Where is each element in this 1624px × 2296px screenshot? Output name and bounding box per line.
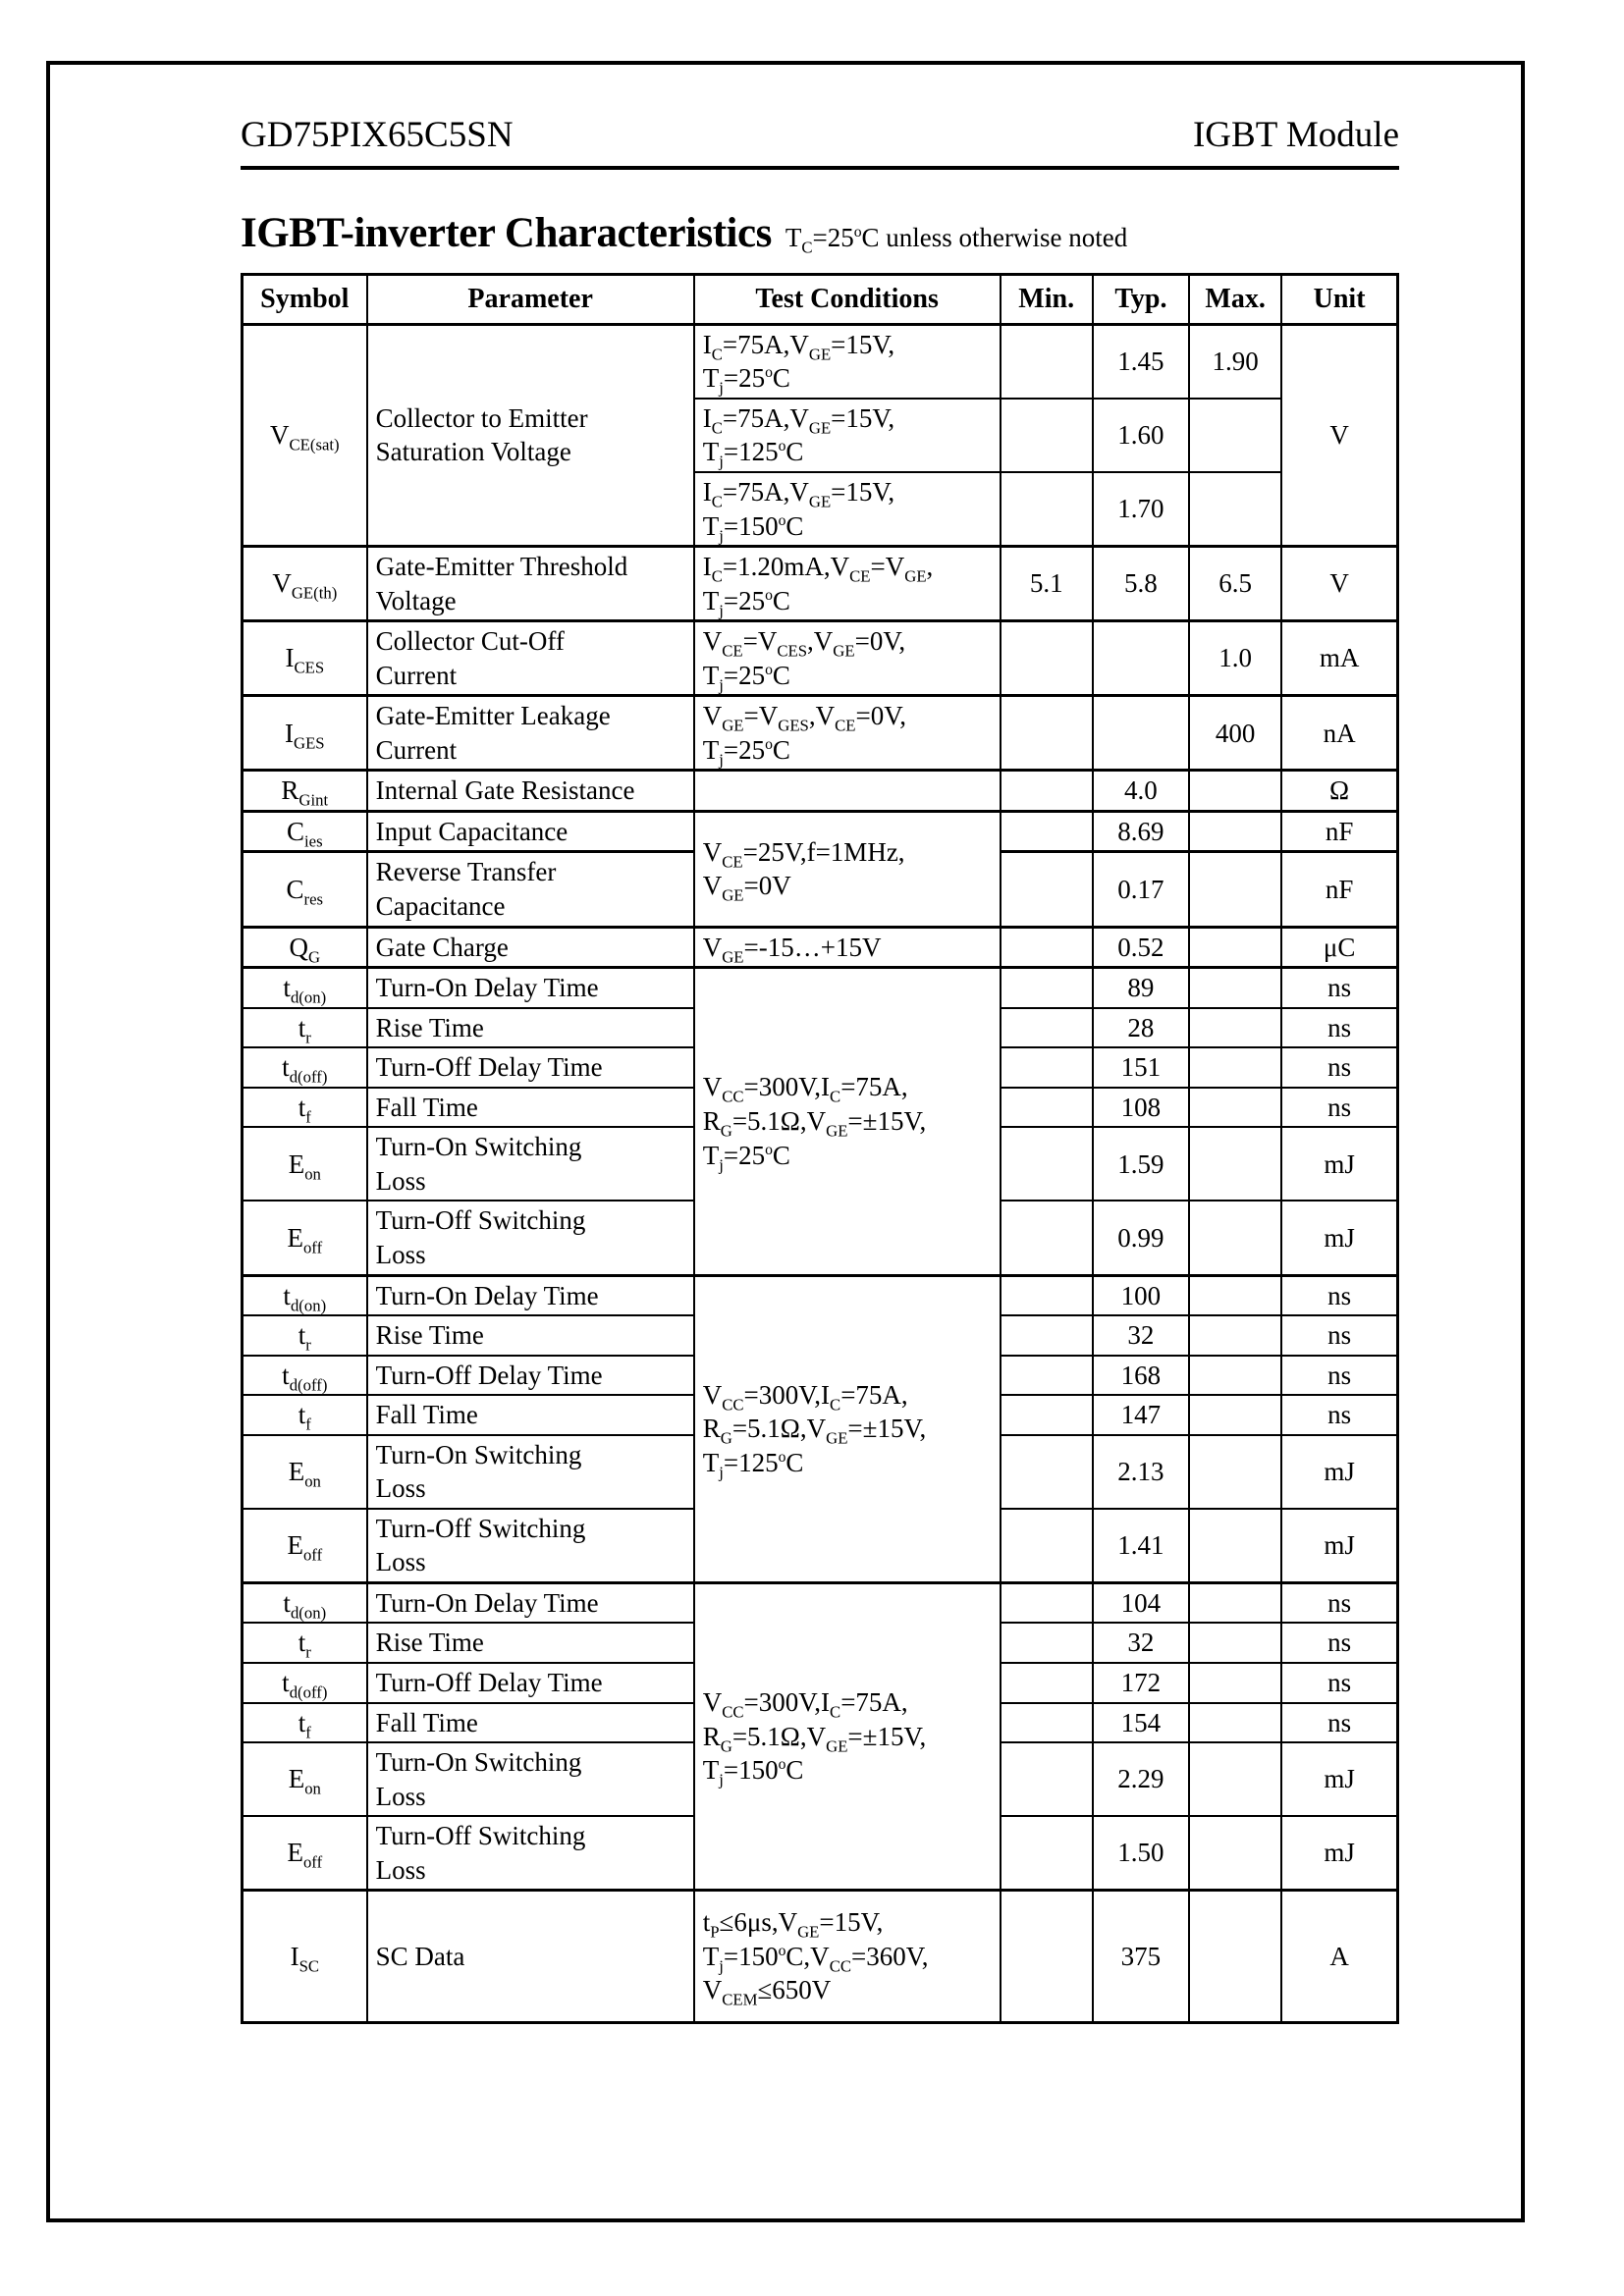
table-cell: [1001, 1047, 1093, 1088]
table-cell: 108: [1093, 1088, 1189, 1128]
table-cell: $I_{CES}$: [243, 621, 367, 696]
table-cell: [1001, 1703, 1093, 1743]
table-cell: [1189, 811, 1281, 852]
table-cell: $t_P\le 6\mu s,V_{GE}=15V$, $T_j=150^oC,V_{CC}=360V$, $V_{CEM}\le 650V$: [694, 1891, 1001, 2023]
table-cell: 1.90: [1189, 324, 1281, 399]
table-cell: [1001, 1509, 1093, 1583]
table-cell: ns: [1281, 1008, 1397, 1048]
table-cell: Rise Time: [367, 1315, 694, 1356]
header-part-number: GD75PIX65C5SN: [241, 115, 514, 155]
table-cell: [1001, 1275, 1093, 1315]
table-cell: Turn-Off Delay Time: [367, 1356, 694, 1396]
table-cell: $E_{off}$: [243, 1816, 367, 1891]
table-cell: $C_{res}$: [243, 852, 367, 927]
table-row: [243, 968, 1398, 1008]
table-cell: 28: [1093, 1008, 1189, 1048]
table-cell: [1189, 1891, 1281, 2023]
table-cell: 2.13: [1093, 1435, 1189, 1509]
table-cell: 6.5: [1189, 547, 1281, 621]
table-cell: [1189, 1816, 1281, 1891]
document-header: [241, 114, 1399, 170]
table-cell: [1001, 1395, 1093, 1435]
table-cell: Turn-Off Switching Loss: [367, 1509, 694, 1583]
table-cell: ns: [1281, 1047, 1397, 1088]
characteristics-table: [241, 273, 1399, 2024]
table-cell: 32: [1093, 1315, 1189, 1356]
table-cell: mJ: [1281, 1816, 1397, 1891]
table-cell: mA: [1281, 621, 1397, 696]
table-cell: ns: [1281, 1088, 1397, 1128]
table-cell: [1189, 1703, 1281, 1743]
table-cell: $t_r$: [243, 1008, 367, 1048]
table-cell: ns: [1281, 1315, 1397, 1356]
table-cell: mJ: [1281, 1742, 1397, 1816]
table-body: [243, 324, 1398, 2022]
table-cell: ns: [1281, 1275, 1397, 1315]
table-cell: $t_r$: [243, 1315, 367, 1356]
table-cell: [1001, 1088, 1093, 1128]
table-cell: $I_C=1.20mA,V_{CE}=V_{GE}$, $T_j=25^oC$: [694, 547, 1001, 621]
table-cell: [1189, 1047, 1281, 1088]
table-cell: [1189, 472, 1281, 547]
table-cell: [1189, 852, 1281, 927]
table-cell: Turn-Off Switching Loss: [367, 1816, 694, 1891]
table-cell: 5.1: [1001, 547, 1093, 621]
table-cell: ns: [1281, 968, 1397, 1008]
table-cell: 89: [1093, 968, 1189, 1008]
table-cell: [1001, 1315, 1093, 1356]
table-cell: $V_{CE}=V_{CES},V_{GE}=0V$, $T_j=25^oC$: [694, 621, 1001, 696]
table-cell: $V_{CE(sat)}$: [243, 324, 367, 546]
table-cell: $V_{CC}=300V,I_C=75A$, $R_G=5.1\Omega,V_{GE}=\pm 15V$, $T_j=125^oC$: [694, 1275, 1001, 1582]
table-cell: [1001, 968, 1093, 1008]
table-row: [243, 771, 1398, 812]
table-cell: $V_{CE}=25V,f=1MHz$, $V_{GE}=0V$: [694, 811, 1001, 927]
table-cell: $I_C=75A,V_{GE}=15V$, $T_j=25^oC$: [694, 324, 1001, 399]
table-cell: [1189, 1582, 1281, 1623]
table-cell: [1001, 1356, 1093, 1396]
table-cell: [1189, 771, 1281, 812]
table-cell: $V_{GE}=-15\dots+15V$: [694, 927, 1001, 968]
table-cell: $V_{GE(th)}$: [243, 547, 367, 621]
table-cell: [1001, 852, 1093, 927]
table-cell: [1189, 1008, 1281, 1048]
table-cell: Turn-Off Switching Loss: [367, 1201, 694, 1275]
table-cell: $V_{CC}=300V,I_C=75A$, $R_G=5.1\Omega,V_{GE}=\pm 15V$, $T_j=25^oC$: [694, 968, 1001, 1275]
table-cell: [1189, 1275, 1281, 1315]
table-cell: SC Data: [367, 1891, 694, 2023]
table-cell: V: [1281, 547, 1397, 621]
table-cell: 147: [1093, 1395, 1189, 1435]
table-cell: [1189, 1356, 1281, 1396]
table-cell: [1001, 1891, 1093, 2023]
table-cell: ns: [1281, 1703, 1397, 1743]
table-cell: $t_{d(off)}$: [243, 1663, 367, 1703]
table-cell: Gate-Emitter Threshold Voltage: [367, 547, 694, 621]
table-cell: [1189, 1623, 1281, 1663]
table-cell: Turn-Off Delay Time: [367, 1047, 694, 1088]
table-cell: Collector Cut-Off Current: [367, 621, 694, 696]
table-cell: [1001, 696, 1093, 771]
table-cell: $t_{d(on)}$: [243, 1582, 367, 1623]
table-cell: [1001, 1623, 1093, 1663]
table-cell: [1001, 621, 1093, 696]
table-cell: Turn-On Delay Time: [367, 968, 694, 1008]
table-cell: [1189, 1663, 1281, 1703]
table-cell: [1093, 621, 1189, 696]
table-cell: [1189, 968, 1281, 1008]
table-cell: $t_{d(off)}$: [243, 1356, 367, 1396]
table-cell: μC: [1281, 927, 1397, 968]
table-cell: [1093, 696, 1189, 771]
table-cell: [1001, 927, 1093, 968]
table-cell: [1001, 1816, 1093, 1891]
table-row: [243, 621, 1398, 696]
table-cell: [1001, 399, 1093, 472]
table-cell: [1189, 399, 1281, 472]
table-row: [243, 324, 1398, 399]
table-cell: $Q_G$: [243, 927, 367, 968]
table-cell: ns: [1281, 1582, 1397, 1623]
table-cell: Internal Gate Resistance: [367, 771, 694, 812]
table-cell: $E_{off}$: [243, 1201, 367, 1275]
table-cell: nF: [1281, 811, 1397, 852]
page-content: [241, 0, 1399, 2024]
table-cell: [1189, 927, 1281, 968]
table-row: [243, 696, 1398, 771]
table-cell: [1189, 1127, 1281, 1201]
table-cell: Gate-Emitter Leakage Current: [367, 696, 694, 771]
table-cell: Turn-On Switching Loss: [367, 1127, 694, 1201]
table-cell: ns: [1281, 1623, 1397, 1663]
table-cell: $I_C=75A,V_{GE}=15V$, $T_j=150^oC$: [694, 472, 1001, 547]
column-header: Symbol: [243, 275, 367, 325]
table-cell: mJ: [1281, 1127, 1397, 1201]
page-subtitle: $T_C=25^oC$ unless otherwise noted: [785, 223, 1128, 257]
table-cell: Collector to Emitter Saturation Voltage: [367, 324, 694, 546]
table-cell: [1001, 811, 1093, 852]
table-cell: $E_{on}$: [243, 1742, 367, 1816]
table-cell: A: [1281, 1891, 1397, 2023]
table-cell: [1001, 324, 1093, 399]
table-cell: Turn-On Switching Loss: [367, 1435, 694, 1509]
table-cell: 104: [1093, 1582, 1189, 1623]
table-cell: 100: [1093, 1275, 1189, 1315]
table-cell: Turn-Off Delay Time: [367, 1663, 694, 1703]
table-cell: [1189, 1201, 1281, 1275]
table-cell: 0.17: [1093, 852, 1189, 927]
table-cell: 32: [1093, 1623, 1189, 1663]
table-cell: 0.52: [1093, 927, 1189, 968]
table-cell: $I_{GES}$: [243, 696, 367, 771]
table-cell: $E_{off}$: [243, 1509, 367, 1583]
table-cell: Turn-On Delay Time: [367, 1275, 694, 1315]
table-row: [243, 1275, 1398, 1315]
table-cell: $E_{on}$: [243, 1127, 367, 1201]
table-row: [243, 927, 1398, 968]
table-cell: [694, 771, 1001, 812]
table-cell: Fall Time: [367, 1088, 694, 1128]
header-product-family: IGBT Module: [1192, 115, 1399, 155]
table-cell: nF: [1281, 852, 1397, 927]
column-header: Min.: [1001, 275, 1093, 325]
table-cell: Rise Time: [367, 1008, 694, 1048]
table-cell: $t_f$: [243, 1088, 367, 1128]
table-cell: mJ: [1281, 1509, 1397, 1583]
table-cell: 0.99: [1093, 1201, 1189, 1275]
table-cell: $t_{d(off)}$: [243, 1047, 367, 1088]
table-cell: [1001, 1742, 1093, 1816]
table-cell: $t_f$: [243, 1703, 367, 1743]
table-cell: 1.60: [1093, 399, 1189, 472]
column-header: Test Conditions: [694, 275, 1001, 325]
table-cell: [1189, 1742, 1281, 1816]
table-cell: [1189, 1088, 1281, 1128]
table-cell: Ω: [1281, 771, 1397, 812]
table-cell: $R_{Gint}$: [243, 771, 367, 812]
table-cell: $V_{GE}=V_{GES},V_{CE}=0V$, $T_j=25^oC$: [694, 696, 1001, 771]
table-cell: [1189, 1509, 1281, 1583]
table-cell: mJ: [1281, 1435, 1397, 1509]
table-cell: nA: [1281, 696, 1397, 771]
table-cell: 154: [1093, 1703, 1189, 1743]
table-cell: $E_{on}$: [243, 1435, 367, 1509]
table-cell: Reverse Transfer Capacitance: [367, 852, 694, 927]
table-cell: $t_r$: [243, 1623, 367, 1663]
table-cell: $V_{CC}=300V,I_C=75A$, $R_G=5.1\Omega,V_{GE}=\pm 15V$, $T_j=150^oC$: [694, 1582, 1001, 1890]
table-cell: ns: [1281, 1663, 1397, 1703]
table-cell: 1.59: [1093, 1127, 1189, 1201]
table-cell: Turn-On Switching Loss: [367, 1742, 694, 1816]
table-cell: [1001, 1663, 1093, 1703]
table-cell: 168: [1093, 1356, 1189, 1396]
table-cell: $I_C=75A,V_{GE}=15V$, $T_j=125^oC$: [694, 399, 1001, 472]
table-cell: 1.45: [1093, 324, 1189, 399]
table-cell: 375: [1093, 1891, 1189, 2023]
column-header: Unit: [1281, 275, 1397, 325]
table-cell: 5.8: [1093, 547, 1189, 621]
column-header: Typ.: [1093, 275, 1189, 325]
table-cell: 1.0: [1189, 621, 1281, 696]
table-cell: 1.50: [1093, 1816, 1189, 1891]
table-cell: 1.41: [1093, 1509, 1189, 1583]
table-cell: $t_{d(on)}$: [243, 968, 367, 1008]
table-cell: [1001, 771, 1093, 812]
table-cell: [1001, 1201, 1093, 1275]
table-cell: [1001, 1008, 1093, 1048]
table-cell: Fall Time: [367, 1703, 694, 1743]
table-cell: 172: [1093, 1663, 1189, 1703]
table-cell: Gate Charge: [367, 927, 694, 968]
table-cell: [1189, 1435, 1281, 1509]
table-row: [243, 547, 1398, 621]
table-cell: 400: [1189, 696, 1281, 771]
table-cell: $t_{d(on)}$: [243, 1275, 367, 1315]
table-cell: [1001, 1582, 1093, 1623]
table-cell: ns: [1281, 1356, 1397, 1396]
column-header: Max.: [1189, 275, 1281, 325]
table-cell: 151: [1093, 1047, 1189, 1088]
table-cell: $t_f$: [243, 1395, 367, 1435]
table-cell: [1001, 472, 1093, 547]
table-row: [243, 1582, 1398, 1623]
table-cell: Fall Time: [367, 1395, 694, 1435]
table-cell: mJ: [1281, 1201, 1397, 1275]
table-cell: [1189, 1315, 1281, 1356]
table-cell: [1189, 1395, 1281, 1435]
table-cell: [1001, 1435, 1093, 1509]
table-cell: V: [1281, 324, 1397, 546]
table-cell: [1001, 1127, 1093, 1201]
table-cell: Turn-On Delay Time: [367, 1582, 694, 1623]
page-title: IGBT-inverter Characteristics: [241, 210, 772, 256]
table-cell: 4.0: [1093, 771, 1189, 812]
column-header: Parameter: [367, 275, 694, 325]
table-header-row: [243, 275, 1398, 325]
table-cell: $I_{SC}$: [243, 1891, 367, 2023]
table-cell: Input Capacitance: [367, 811, 694, 852]
table-row: [243, 811, 1398, 852]
table-row: [243, 1891, 1398, 2023]
table-cell: 8.69: [1093, 811, 1189, 852]
title-block: [241, 209, 1399, 257]
table-cell: ns: [1281, 1395, 1397, 1435]
table-cell: 2.29: [1093, 1742, 1189, 1816]
table-cell: Rise Time: [367, 1623, 694, 1663]
table-cell: 1.70: [1093, 472, 1189, 547]
table-cell: $C_{ies}$: [243, 811, 367, 852]
